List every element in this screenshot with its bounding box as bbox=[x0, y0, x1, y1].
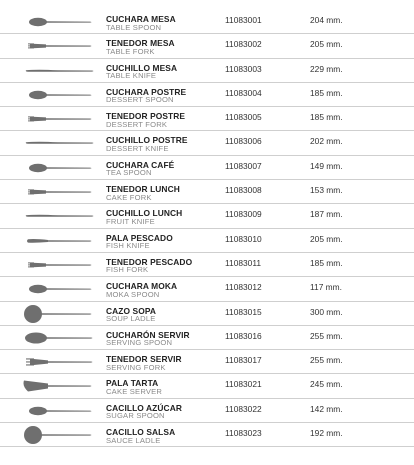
serving-spoon-icon bbox=[18, 327, 98, 349]
item-name: CACILLO AZÚCAR bbox=[106, 402, 182, 413]
item-length: 187 mm. bbox=[310, 209, 343, 220]
item-length: 204 mm. bbox=[310, 15, 343, 25]
item-subtitle: TABLE SPOON bbox=[106, 22, 162, 32]
table-row bbox=[0, 229, 414, 253]
knife-icon bbox=[18, 205, 98, 227]
fork-icon bbox=[18, 254, 98, 276]
item-length: 142 mm. bbox=[310, 403, 343, 414]
item-length: 202 mm. bbox=[310, 136, 343, 147]
item-name: CUCHARÓN SERVIR bbox=[106, 329, 190, 340]
item-name: TENEDOR SERVIR bbox=[106, 354, 182, 365]
item-length: 229 mm. bbox=[310, 63, 343, 74]
table-row bbox=[0, 107, 414, 131]
item-length: 185 mm. bbox=[310, 87, 343, 98]
table-row bbox=[0, 302, 414, 326]
item-code: 11083011 bbox=[225, 257, 262, 268]
item-name: CUCHILLO MESA bbox=[106, 62, 178, 73]
item-subtitle: MOKA SPOON bbox=[106, 289, 160, 299]
item-subtitle: TABLE FORK bbox=[106, 46, 155, 56]
item-subtitle: SERVING FORK bbox=[106, 362, 166, 372]
item-subtitle: FISH FORK bbox=[106, 265, 149, 275]
item-length: 192 mm. bbox=[310, 428, 343, 439]
item-length: 255 mm. bbox=[310, 355, 343, 366]
item-subtitle: SAUCE LADLE bbox=[106, 435, 161, 445]
item-name: TENEDOR MESA bbox=[106, 38, 175, 49]
item-subtitle: FISH KNIFE bbox=[106, 241, 150, 251]
item-length: 205 mm. bbox=[310, 233, 343, 244]
fish-knife-icon bbox=[18, 230, 98, 252]
cutlery-table bbox=[0, 10, 414, 447]
item-length: 149 mm. bbox=[310, 160, 343, 171]
item-name: TENEDOR LUNCH bbox=[106, 184, 180, 195]
item-name: PALA PESCADO bbox=[106, 232, 173, 243]
table-row bbox=[0, 399, 414, 423]
item-code: 11083001 bbox=[225, 15, 262, 25]
table-row bbox=[0, 10, 414, 34]
table-row bbox=[0, 350, 414, 374]
item-subtitle: FRUIT KNIFE bbox=[106, 216, 155, 226]
knife-icon bbox=[18, 132, 98, 154]
table-row bbox=[0, 204, 414, 228]
table-row bbox=[0, 83, 414, 107]
item-code: 11083016 bbox=[225, 330, 262, 341]
item-code: 11083005 bbox=[225, 112, 262, 123]
item-length: 205 mm. bbox=[310, 39, 343, 50]
knife-icon bbox=[18, 60, 98, 82]
item-name: CACILLO SALSA bbox=[106, 427, 176, 438]
item-name: CUCHILLO LUNCH bbox=[106, 208, 183, 219]
table-row bbox=[0, 59, 414, 83]
spoon-icon bbox=[18, 84, 98, 106]
item-code: 11083023 bbox=[225, 428, 262, 439]
item-length: 255 mm. bbox=[310, 330, 343, 341]
item-code: 11083021 bbox=[225, 379, 262, 390]
table-row bbox=[0, 180, 414, 204]
item-subtitle: DESSERT SPOON bbox=[106, 95, 174, 105]
fork-icon bbox=[18, 181, 98, 203]
item-subtitle: SOUP LADLE bbox=[106, 314, 156, 324]
item-subtitle: SERVING SPOON bbox=[106, 338, 173, 348]
spoon-icon bbox=[18, 157, 98, 179]
table-row bbox=[0, 131, 414, 155]
table-row bbox=[0, 277, 414, 301]
item-code: 11083015 bbox=[225, 306, 262, 317]
item-code: 11083003 bbox=[225, 63, 262, 74]
table-row bbox=[0, 423, 414, 447]
item-code: 11083007 bbox=[225, 160, 262, 171]
ladle-icon bbox=[18, 303, 98, 325]
item-name: CUCHARA CAFÉ bbox=[106, 159, 175, 170]
item-code: 11083017 bbox=[225, 355, 262, 366]
ladle-icon bbox=[18, 424, 98, 446]
item-subtitle: TEA SPOON bbox=[106, 168, 152, 178]
fork-icon bbox=[18, 35, 98, 57]
item-code: 11083002 bbox=[225, 39, 262, 50]
item-code: 11083010 bbox=[225, 233, 262, 244]
item-name: CUCHARA MOKA bbox=[106, 281, 178, 292]
item-code: 11083004 bbox=[225, 87, 262, 98]
item-subtitle: DESSERT FORK bbox=[106, 119, 168, 129]
item-code: 11083009 bbox=[225, 209, 262, 220]
item-code: 11083008 bbox=[225, 185, 262, 196]
item-name: TENEDOR POSTRE bbox=[106, 111, 186, 122]
item-code: 11083006 bbox=[225, 136, 262, 147]
item-code: 11083022 bbox=[225, 403, 262, 414]
spoon-icon bbox=[18, 400, 98, 422]
table-row bbox=[0, 326, 414, 350]
fork-icon bbox=[18, 108, 98, 130]
cake-server-icon bbox=[18, 375, 98, 397]
item-length: 245 mm. bbox=[310, 379, 343, 390]
item-length: 117 mm. bbox=[310, 282, 342, 293]
table-row bbox=[0, 374, 414, 398]
item-length: 300 mm. bbox=[310, 306, 343, 317]
item-name: CUCHILLO POSTRE bbox=[106, 135, 188, 146]
item-name: PALA TARTA bbox=[106, 378, 159, 389]
item-code: 11083012 bbox=[225, 282, 262, 293]
item-name: CUCHARA POSTRE bbox=[106, 86, 187, 97]
table-row bbox=[0, 253, 414, 277]
item-subtitle: DESSERT KNIFE bbox=[106, 143, 169, 153]
item-subtitle: SUGAR SPOON bbox=[106, 411, 165, 421]
item-length: 185 mm. bbox=[310, 112, 343, 123]
item-subtitle: CAKE SERVER bbox=[106, 386, 163, 396]
item-name: CAZO SOPA bbox=[106, 305, 157, 316]
item-length: 153 mm. bbox=[310, 185, 343, 196]
item-subtitle: TABLE KNIFE bbox=[106, 71, 157, 81]
table-row bbox=[0, 156, 414, 180]
serving-fork-icon bbox=[18, 351, 98, 373]
item-subtitle: CAKE FORK bbox=[106, 192, 152, 202]
spoon-icon bbox=[18, 278, 98, 300]
item-name: CUCHARA MESA bbox=[106, 14, 176, 24]
item-length: 185 mm. bbox=[310, 257, 343, 268]
spoon-icon bbox=[18, 11, 98, 33]
table-row bbox=[0, 34, 414, 58]
item-name: TENEDOR PESCADO bbox=[106, 256, 193, 267]
